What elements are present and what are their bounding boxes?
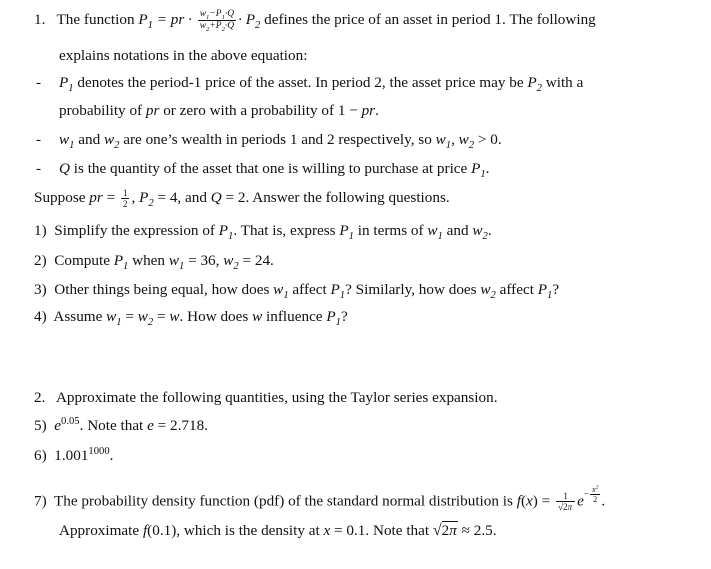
suppose-line: Suppose pr = $\frac{1}{2}$ , $P_2 = 4$, and Q = 2. Answer the following questions. [34,188,450,210]
bullet-1-line2: probability of pr or zero with a probability of 1 − pr. [59,102,379,119]
item-7: 7) The probability density function (pdf) of the standard normal distribution is f(x) = $\frac{1}{√2\pi}$ e− $\frac{x^2}{2}$ . [34,484,606,514]
bullet-marker: - [36,74,42,91]
q1-number: 1. [34,10,46,28]
item-3: 3) Other things being equal, how does $w_1$ affect $P_1$? Similarly, how does $w_2$ affect $P_1$? [34,281,560,302]
item-4: 4) Assume $w_1 = w_2 = w$. How does w influence $P_1$? [34,308,348,329]
q1-intro-line: 1. The function $P_1$ = pr · $\frac{w_1-P_1\cdot Q}{w_2+P_2\cdot Q}$ · $P_2$ defines the price of an asset in period 1. The following [34,9,596,33]
formula-p1: $P_1$ = pr · [138,10,192,32]
item-2: 2) Compute $P_1$ when $w_1 = 36$, $w_2 = 24$. [34,252,274,273]
formula-fraction: $\frac{w_1-P_1\cdot Q}{w_2+P_2\cdot Q}$ [199,9,235,33]
item-7-line2: Approximate f(0.1), which is the density at x = 0.1. Note that √2π ≈ 2.5. [59,522,497,539]
q2-intro-line: 2. Approximate the following quantities, using the Taylor series expansion. [34,389,498,406]
pdf-exponent: − $\frac{x^2}{2}$ [583,484,599,504]
bullet-1-line1: $P_1$ denotes the period-1 price of the asset. In period 2, the asset price may be $P_2$ with a [59,74,584,95]
pdf-coefficient: $\frac{1}{√2\pi}$ [556,491,575,513]
q1-intro-line2: explains notations in the above equation: [59,47,308,64]
bullet-marker: - [36,160,42,177]
q2-number: 2. [34,389,46,406]
item-1: 1) Simplify the expression of $P_1$. That is, express $P_1$ in terms of $w_1$ and $w_2$. [34,222,492,243]
item-6: 6) $1.001^{1000}$. [34,445,114,464]
item-5: 5) $e^{0.05}$. Note that e = 2.718. [34,415,208,434]
bullet-2: $w_1$ and $w_2$ are one’s wealth in periods 1 and 2 respectively, so $w_1$, $w_2 > 0$. [59,131,502,152]
bullet-3: Q is the quantity of the asset that one is willing to purchase at price $P_1$. [59,160,490,181]
one-half-fraction: $\frac{1}{2}$ [122,188,128,210]
bullet-marker: - [36,131,42,148]
